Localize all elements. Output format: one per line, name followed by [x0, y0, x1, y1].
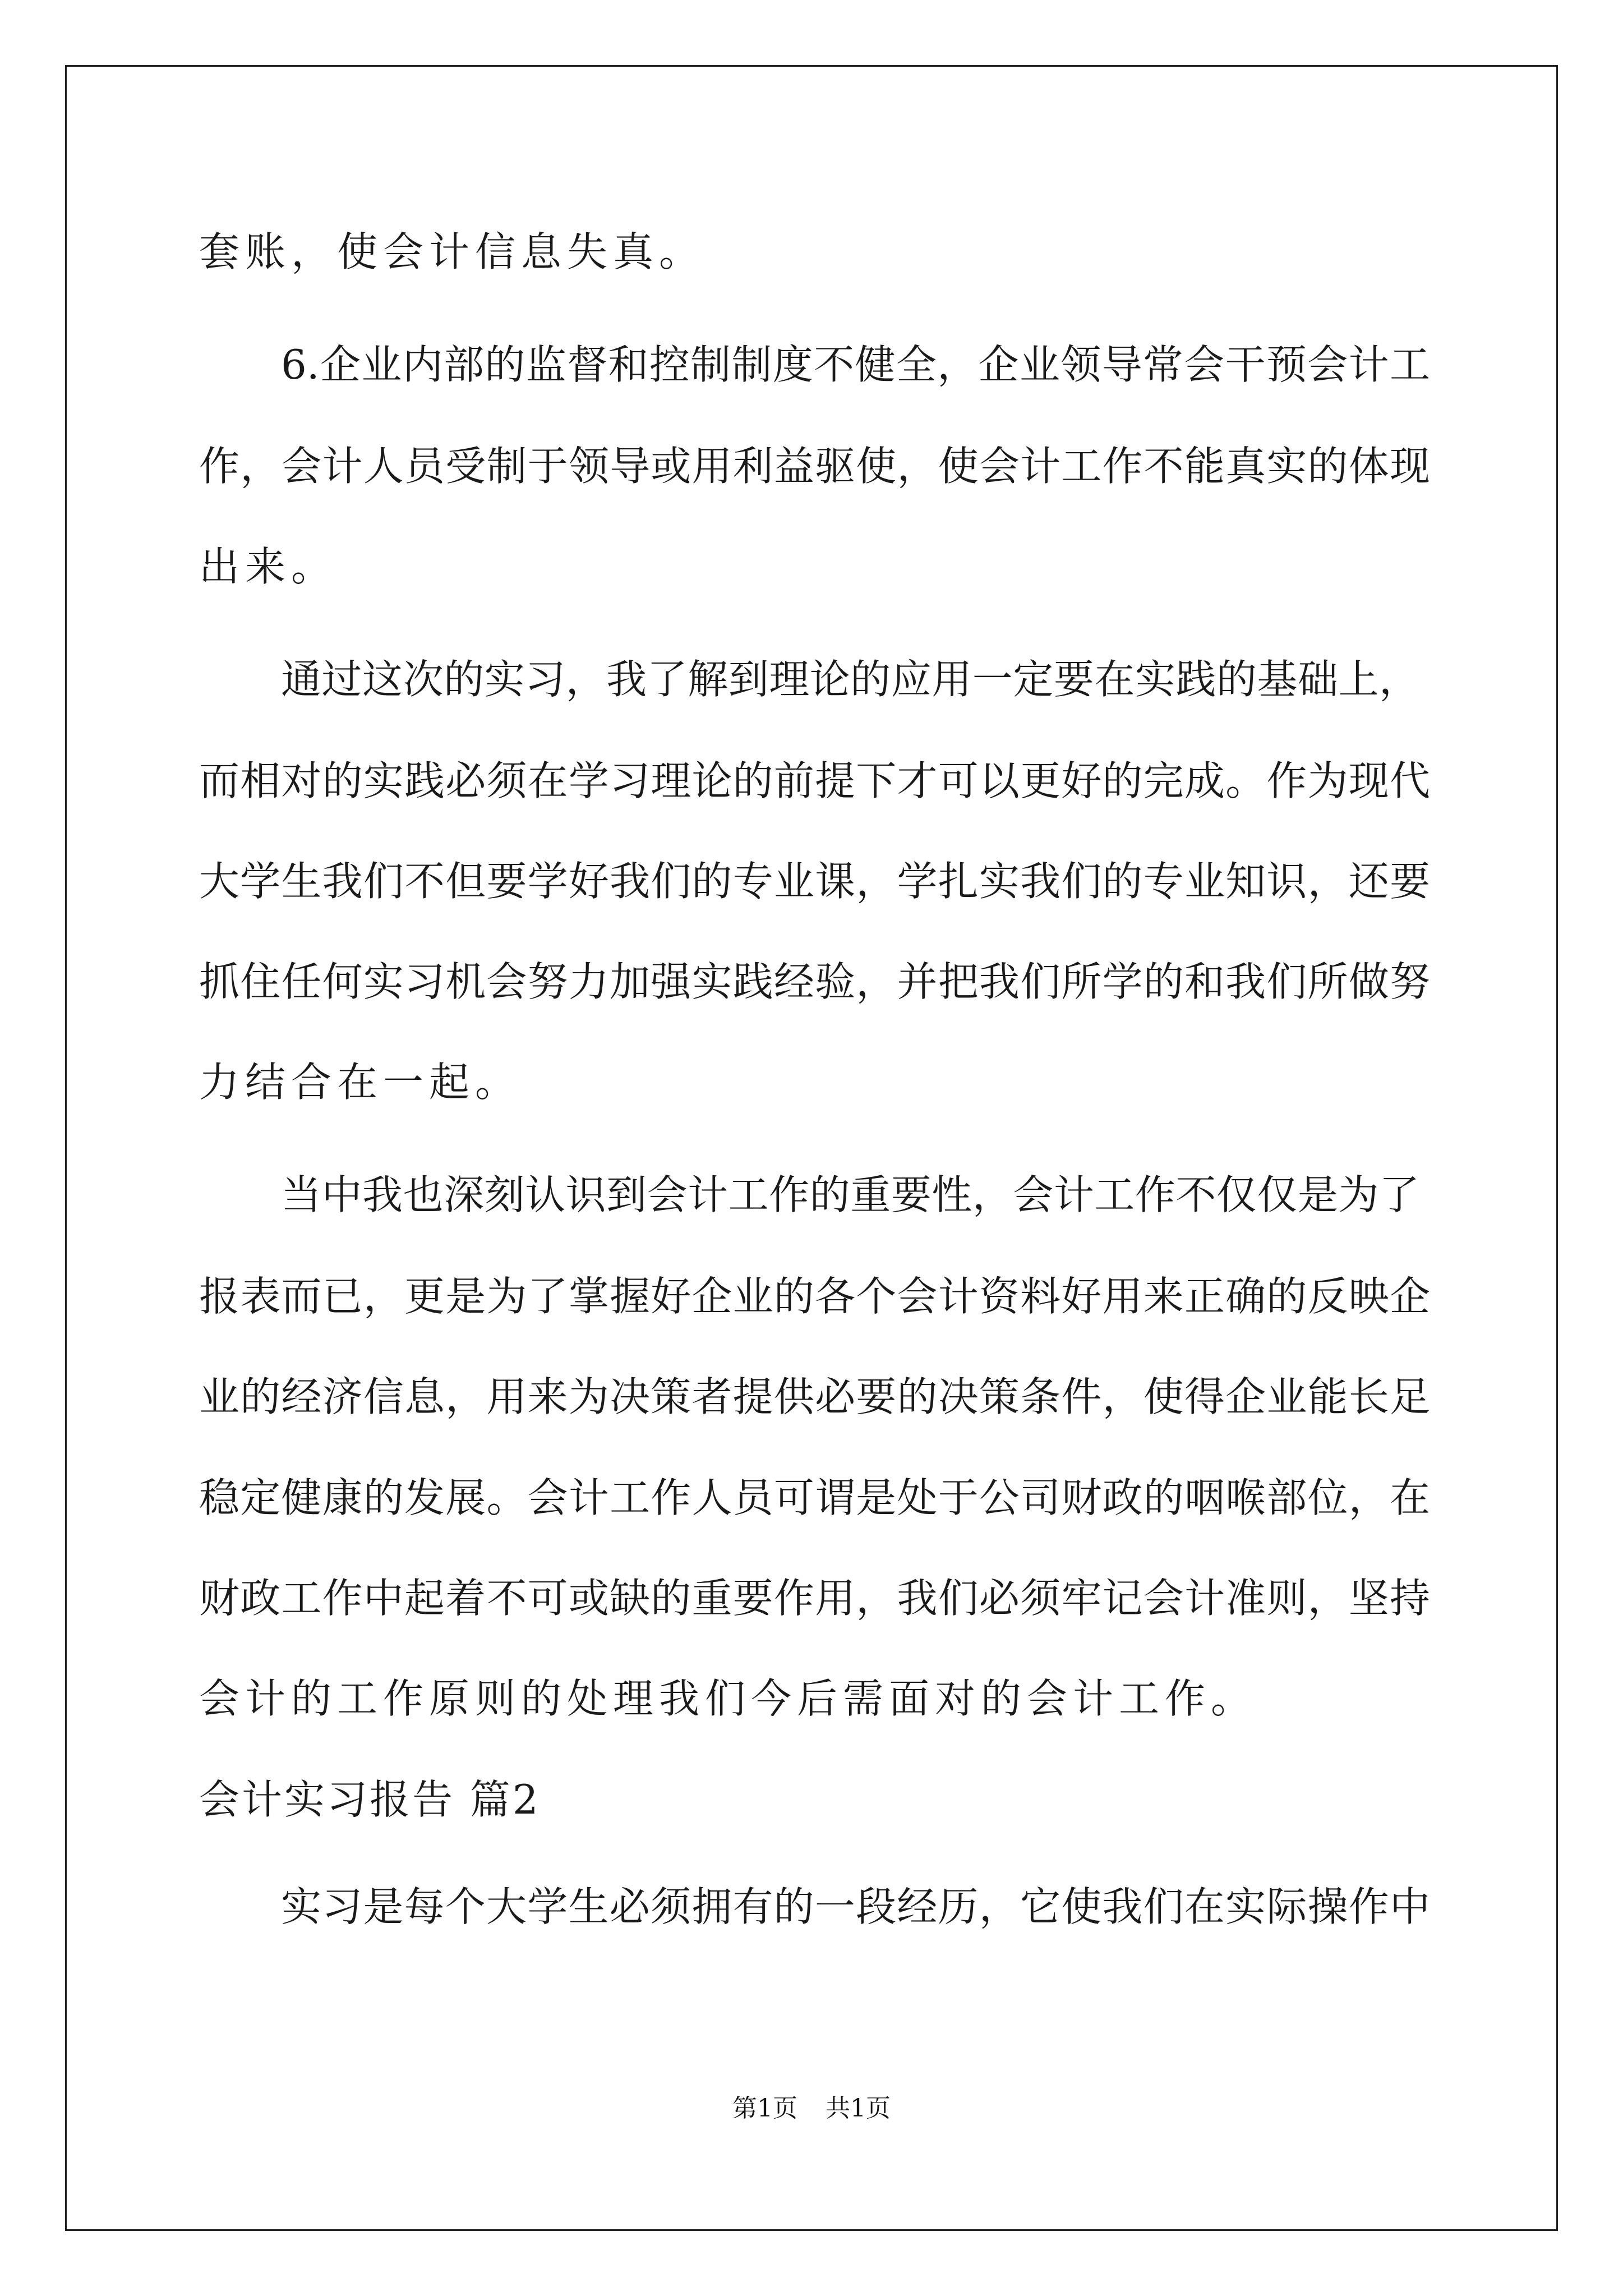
text-line: 当中我也深刻认识到会计工作的重要性，会计工作不仅仅是为了 — [281, 1171, 1419, 1218]
text-line: 通过这次的实习，我了解到理论的应用一定要在实践的基础上， — [281, 656, 1419, 703]
text-line: 力结合在一起。 — [199, 1059, 522, 1106]
text-line: 财政工作中起着不可或缺的重要作用，我们必须牢记会计准则，坚持 — [199, 1575, 1430, 1622]
page-number: 第1页 — [732, 2094, 797, 2123]
text-line: 报表而已，更是为了掌握好企业的各个会计资料好用来正确的反映企 — [199, 1273, 1430, 1320]
text-line: 套账，使会计信息失真。 — [199, 228, 706, 275]
text-line: 会计的工作原则的处理我们今后需面对的会计工作。 — [199, 1675, 1257, 1722]
text-line: 而相对的实践必须在学习理论的前提下才可以更好的完成。作为现代 — [199, 757, 1430, 804]
text-line: 业的经济信息，用来为决策者提供必要的决策条件，使得企业能长足 — [199, 1373, 1430, 1420]
text-line: 稳定健康的发展。会计工作人员可谓是处于公司财政的咽喉部位，在 — [199, 1474, 1430, 1521]
text-line: 抓住任何实习机会努力加强实践经验，并把我们所学的和我们所做努 — [199, 958, 1430, 1005]
text-line: 大学生我们不但要学好我们的专业课，学扎实我们的专业知识，还要 — [199, 858, 1430, 905]
text-line: 实习是每个大学生必须拥有的一段经历，它使我们在实际操作中 — [281, 1883, 1430, 1930]
text-line: 出来。 — [199, 543, 338, 590]
page-footer — [0, 2088, 1623, 2124]
page-total: 共1页 — [826, 2094, 891, 2123]
section-heading: 会计实习报告 篇2 — [199, 1776, 541, 1823]
text-line: 6.企业内部的监督和控制制度不健全，企业领导常会干预会计工 — [281, 341, 1430, 388]
text-line: 作，会计人员受制于领导或用利益驱使，使会计工作不能真实的体现 — [199, 443, 1430, 490]
